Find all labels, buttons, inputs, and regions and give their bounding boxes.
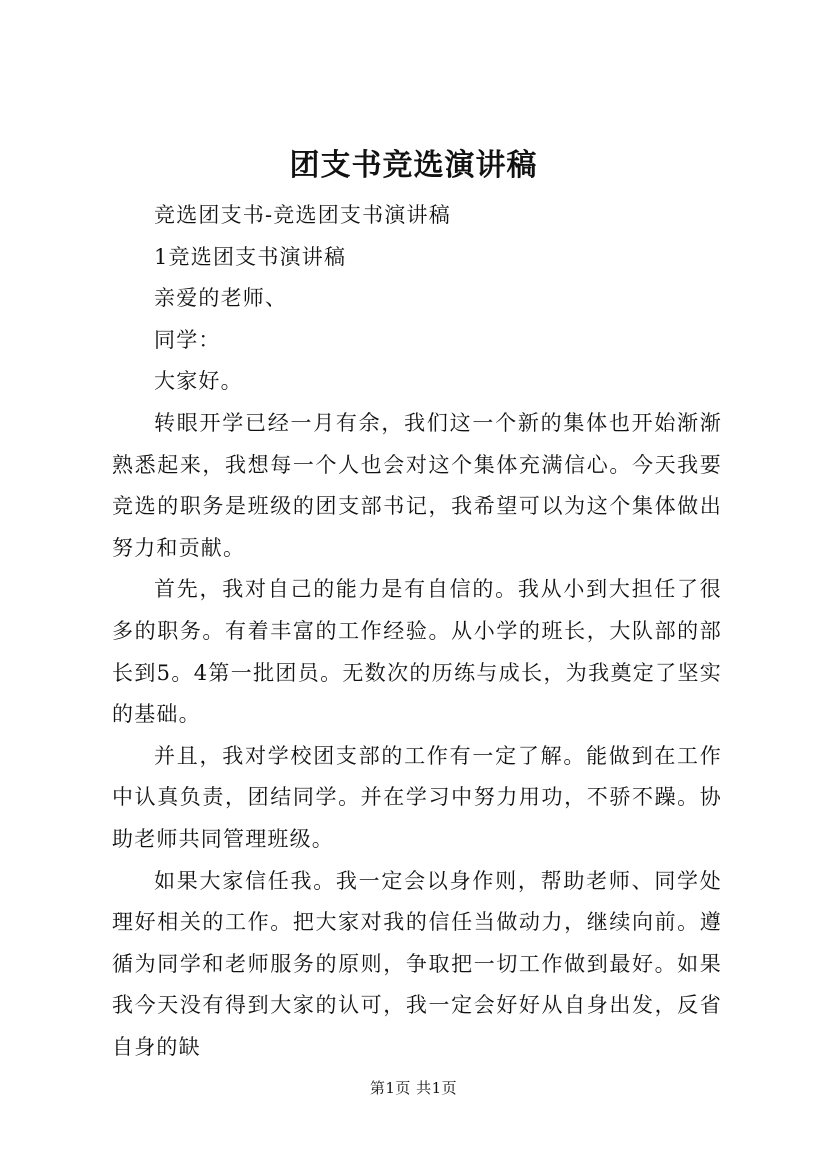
document-body: [112, 195, 722, 1068]
paragraph-salutation-classmates: 同学：: [154, 327, 221, 352]
paragraph-greeting: 大家好。: [154, 369, 243, 394]
paragraph-heading: 1竞选团支书演讲稿: [154, 244, 347, 269]
paragraph-ability: 首先，我对自己的能力是有自信的。我从小到大担任了很多的职务。有着丰富的工作经验。从小学的班长，大队部的部长到5。4第一批团员。无数次的历练与成长，为我奠定了坚实的基础。: [112, 577, 722, 727]
paragraph-intro: 转眼开学已经一月有余，我们这一个新的集体也开始渐渐熟悉起来，我想每一个人也会对这个集体充满信心。今天我要竞选的职务是班级的团支部书记，我希望可以为这个集体做出努力和贡献。: [112, 410, 722, 560]
paragraph-understanding: 并且，我对学校团支部的工作有一定了解。能做到在工作中认真负责，团结同学。并在学习中努力用功，不骄不躁。协助老师共同管理班级。: [112, 743, 722, 851]
paragraph-salutation-teachers: 亲爱的老师、: [154, 286, 288, 311]
page-footer: 第1页 共1页: [369, 1079, 458, 1097]
paragraph-promise: 如果大家信任我。我一定会以身作则，帮助老师、同学处理好相关的工作。把大家对我的信任当做动力，继续向前。遵循为同学和老师服务的原则，争取把一切工作做到最好。如果我今天没有得到大家的认可，我一定会好好从自身出发，反省自身的缺: [112, 868, 722, 1059]
paragraph-subtitle: 竞选团支书-竞选团支书演讲稿: [154, 203, 451, 227]
document-title: 团支书竞选演讲稿: [289, 148, 538, 183]
